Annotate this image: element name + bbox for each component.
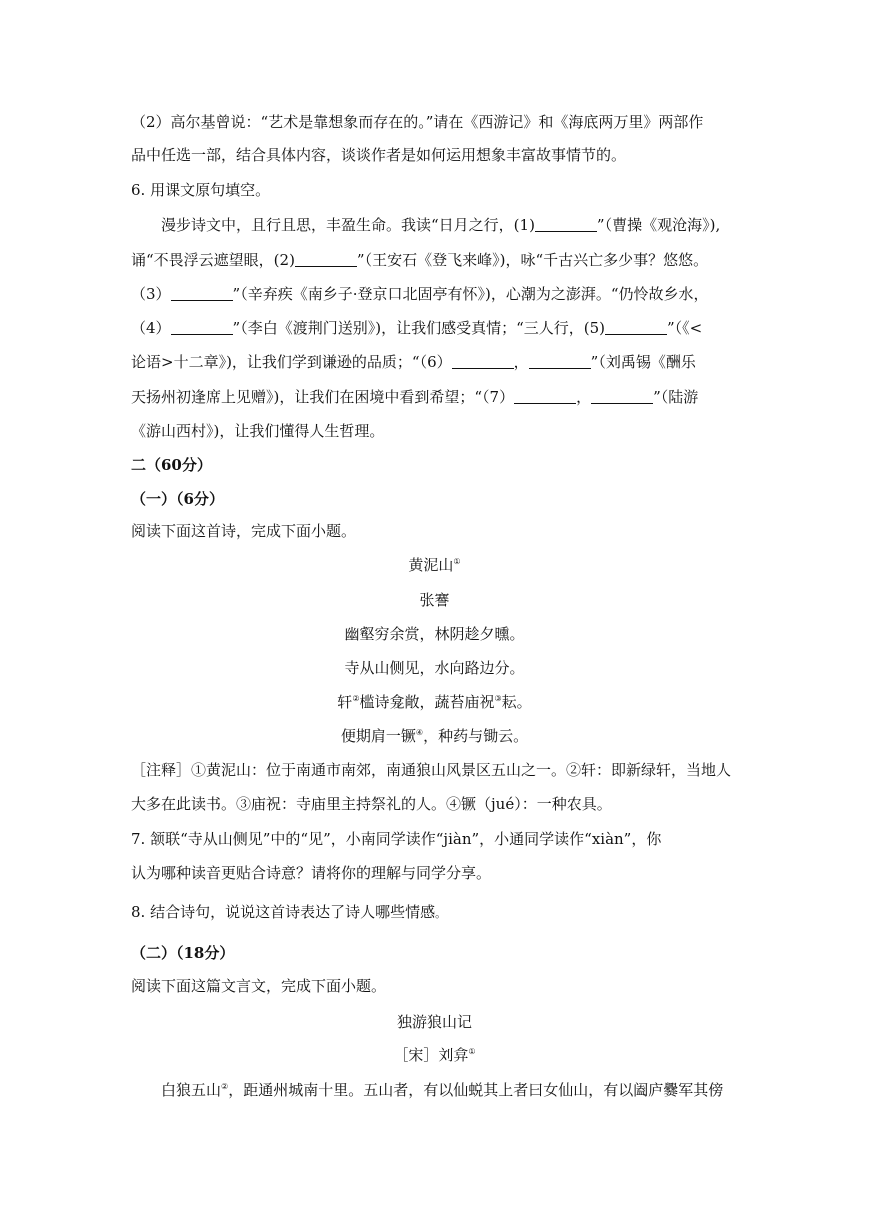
blank-2 bbox=[295, 252, 357, 267]
blank-7a bbox=[514, 389, 576, 404]
blank-4 bbox=[171, 320, 233, 335]
blank-5 bbox=[605, 320, 667, 335]
poem-notes-line-1: ［注释］①黄泥山：位于南通市南郊，南通狼山风景区五山之一。②轩：即新绿轩，当地人 bbox=[131, 761, 732, 779]
poem-line-2: 寺从山侧见，水向路边分。 bbox=[344, 659, 525, 677]
blank-6a bbox=[452, 354, 514, 369]
q8: 8. 结合诗句，说说这首诗表达了诗人哪些情感。 bbox=[131, 903, 447, 921]
essay-author: ［宋］刘弇① bbox=[393, 1046, 476, 1064]
essay-paragraph-1: 白狼五山②，距通州城南十里。五山者，有以仙蜕其上者曰女仙山，有以阖庐爨军其傍 bbox=[161, 1081, 724, 1099]
q6-line-7: 《游山西村》)，让我们懂得人生哲理。 bbox=[131, 422, 385, 440]
blank-1 bbox=[535, 217, 597, 232]
poem-line-1: 幽壑穷余赏，林阴趁夕曛。 bbox=[344, 625, 525, 643]
blank-7b bbox=[591, 389, 653, 404]
q5-2-line-1: （2）高尔基曾说：“艺术是靠想象而存在的。”请在《西游记》和《海底两万里》两部作 bbox=[131, 113, 704, 131]
poem-author: 张謇 bbox=[419, 591, 450, 609]
part-2-intro: 阅读下面这篇文言文，完成下面小题。 bbox=[131, 977, 387, 995]
part-1-heading: （一）（6分） bbox=[131, 490, 224, 508]
q6-line-2: 诵“不畏浮云遮望眼，(2) ”（王安石《登飞来峰》)，咏“千古兴亡多少事？悠悠。 bbox=[131, 251, 709, 269]
poem-line-4: 便期肩一镢④，种药与锄云。 bbox=[340, 727, 529, 745]
poem-notes-line-2: 大多在此读书。③庙祝：寺庙里主持祭礼的人。④镢（jué）：一种农具。 bbox=[131, 795, 612, 813]
q5-2-line-2: 品中任选一部，结合具体内容，谈谈作者是如何运用想象丰富故事情节的。 bbox=[131, 146, 627, 164]
q6-line-5: 论语>十二章》)，让我们学到谦逊的品质；“（6） ， ”（刘禹锡《酬乐 bbox=[131, 353, 696, 371]
blank-3 bbox=[171, 286, 233, 301]
q7-line-2: 认为哪种读音更贴合诗意？请将你的理解与同学分享。 bbox=[131, 864, 492, 882]
section-2-heading: 二（60分） bbox=[131, 456, 212, 474]
blank-6b bbox=[529, 354, 591, 369]
part-2-heading: （二）（18分） bbox=[131, 944, 235, 962]
part-1-intro: 阅读下面这首诗，完成下面小题。 bbox=[131, 522, 357, 540]
q6-line-4: （4） ”（李白《渡荆门送别》)，让我们感受真情；“三人行，(5) ”（《< bbox=[131, 319, 703, 337]
q6-line-1: 漫步诗文中，且行且思，丰盈生命。我读“日月之行，(1) ”（曹操《观沧海》), bbox=[161, 216, 721, 234]
poem-title: 黄泥山① bbox=[408, 556, 461, 574]
poem-line-3: 轩②槛诗龛敞，蔬苔庙祝③耘。 bbox=[337, 693, 532, 711]
q6-line-3: （3） ”（辛弃疾《南乡子·登京口北固亭有怀》)，心潮为之澎湃。“仍怜故乡水， bbox=[131, 285, 709, 303]
q7-line-1: 7. 颔联“寺从山侧见”中的“见”，小南同学读作“jiàn”，小通同学读作“xiàn”，你 bbox=[131, 830, 662, 848]
essay-title: 独游狼山记 bbox=[396, 1013, 472, 1031]
q6-heading: 6. 用课文原句填空。 bbox=[131, 181, 271, 199]
q6-line-6: 天扬州初逢席上见赠》)，让我们在困境中看到希望；“（7） ， ”（陆游 bbox=[131, 388, 699, 406]
